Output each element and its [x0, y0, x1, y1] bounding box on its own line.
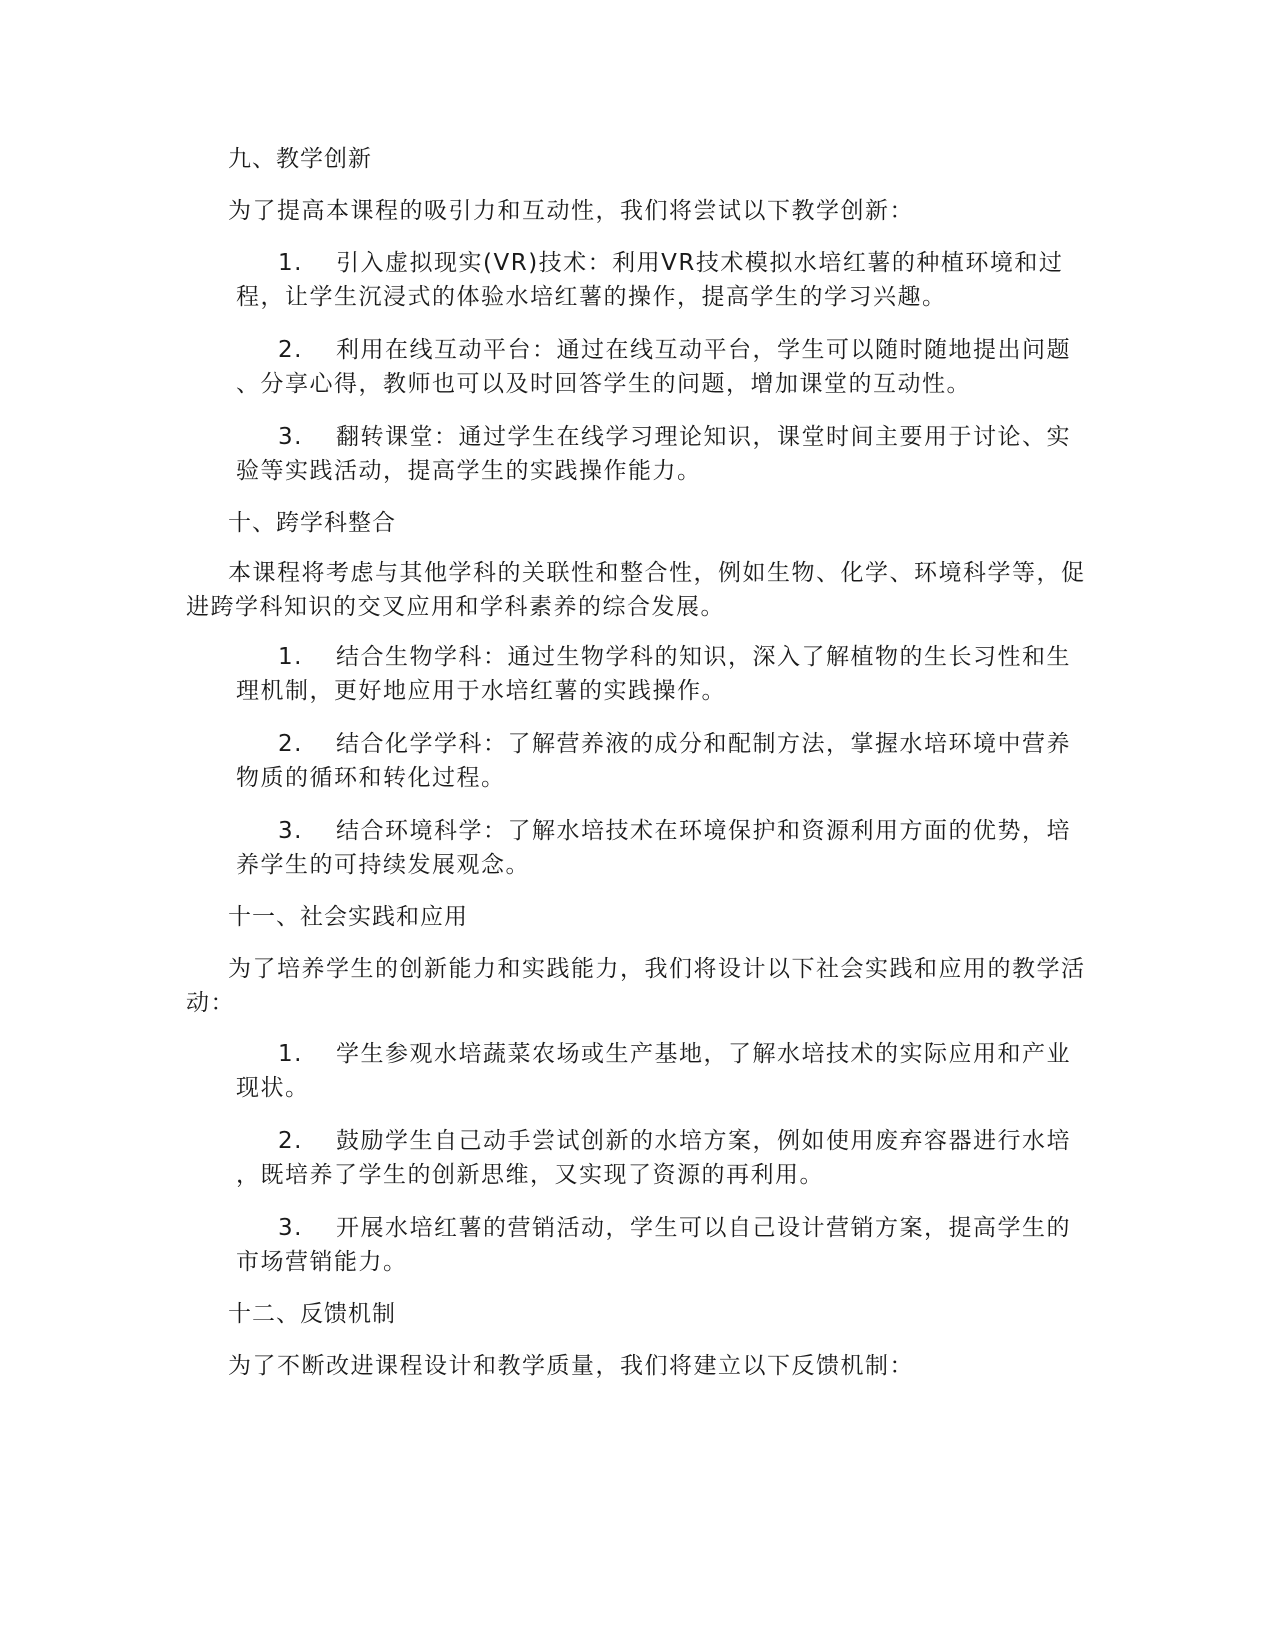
list-item — [236, 420, 1086, 488]
list-item-text-continued: 市场营销能力。 — [236, 1249, 408, 1275]
list-item — [236, 727, 1086, 795]
list-item — [236, 640, 1086, 708]
list-item-number: 2. — [278, 1128, 303, 1154]
list-item-number: 2. — [278, 731, 303, 757]
list-item-number: 2. — [278, 337, 303, 363]
list-item — [236, 1211, 1086, 1279]
list-item-text: 翻转课堂：通过学生在线学习理论知识，课堂时间主要用于讨论、实 — [336, 424, 1071, 450]
list-item — [236, 1037, 1086, 1105]
list-item-text-continued: 现状。 — [236, 1075, 310, 1101]
list-item-text-continued: ，既培养了学生的创新思维，又实现了资源的再利用。 — [236, 1162, 824, 1188]
list-item-number: 1. — [278, 1041, 303, 1067]
list-item-text: 开展水培红薯的营销活动，学生可以自己设计营销方案，提高学生的 — [336, 1215, 1071, 1241]
section-intro: 为了培养学生的创新能力和实践能力，我们将设计以下社会实践和应用的教学活动： — [186, 956, 1086, 1016]
list-item-text-continued: 物质的循环和转化过程。 — [236, 765, 506, 791]
list-item-text: 结合生物学科：通过生物学科的知识，深入了解植物的生长习性和生 — [336, 644, 1071, 670]
section-heading: 十、跨学科整合 — [228, 510, 396, 536]
section-heading: 十一、社会实践和应用 — [228, 904, 468, 930]
list-item-number: 1. — [278, 644, 303, 670]
list-item-number: 3. — [278, 1215, 303, 1241]
section-heading: 九、教学创新 — [228, 146, 372, 172]
list-item-text: 学生参观水培蔬菜农场或生产基地，了解水培技术的实际应用和产业 — [336, 1041, 1071, 1067]
list-item-text: 结合化学学科：了解营养液的成分和配制方法，掌握水培环境中营养 — [336, 731, 1071, 757]
section-heading: 十二、反馈机制 — [228, 1301, 396, 1327]
section-intro: 为了提高本课程的吸引力和互动性，我们将尝试以下教学创新： — [228, 198, 914, 224]
list-item — [236, 333, 1086, 401]
list-item-number: 3. — [278, 424, 303, 450]
list-item-text: 引入虚拟现实(VR)技术：利用VR技术模拟水培红薯的种植环境和过 — [336, 250, 1064, 276]
list-item-number: 1. — [278, 250, 303, 276]
list-item-text-continued: 、分享心得，教师也可以及时回答学生的问题，增加课堂的互动性。 — [236, 371, 971, 397]
list-item — [236, 246, 1086, 314]
list-item-text-continued: 程，让学生沉浸式的体验水培红薯的操作，提高学生的学习兴趣。 — [236, 284, 947, 310]
list-item-number: 3. — [278, 818, 303, 844]
list-item — [236, 1124, 1086, 1192]
list-item-text: 利用在线互动平台：通过在线互动平台，学生可以随时随地提出问题 — [336, 337, 1071, 363]
section-intro: 为了不断改进课程设计和教学质量，我们将建立以下反馈机制： — [228, 1353, 914, 1379]
list-item-text-continued: 理机制，更好地应用于水培红薯的实践操作。 — [236, 678, 726, 704]
list-item-text-continued: 验等实践活动，提高学生的实践操作能力。 — [236, 458, 702, 484]
list-item — [236, 814, 1086, 882]
list-item-text: 鼓励学生自己动手尝试创新的水培方案，例如使用废弃容器进行水培 — [336, 1128, 1071, 1154]
section-intro: 本课程将考虑与其他学科的关联性和整合性，例如生物、化学、环境科学等，促进跨学科知识的交叉应用和学科素养的综合发展。 — [186, 560, 1086, 620]
list-item-text-continued: 养学生的可持续发展观念。 — [236, 852, 530, 878]
list-item-text: 结合环境科学：了解水培技术在环境保护和资源利用方面的优势，培 — [336, 818, 1071, 844]
